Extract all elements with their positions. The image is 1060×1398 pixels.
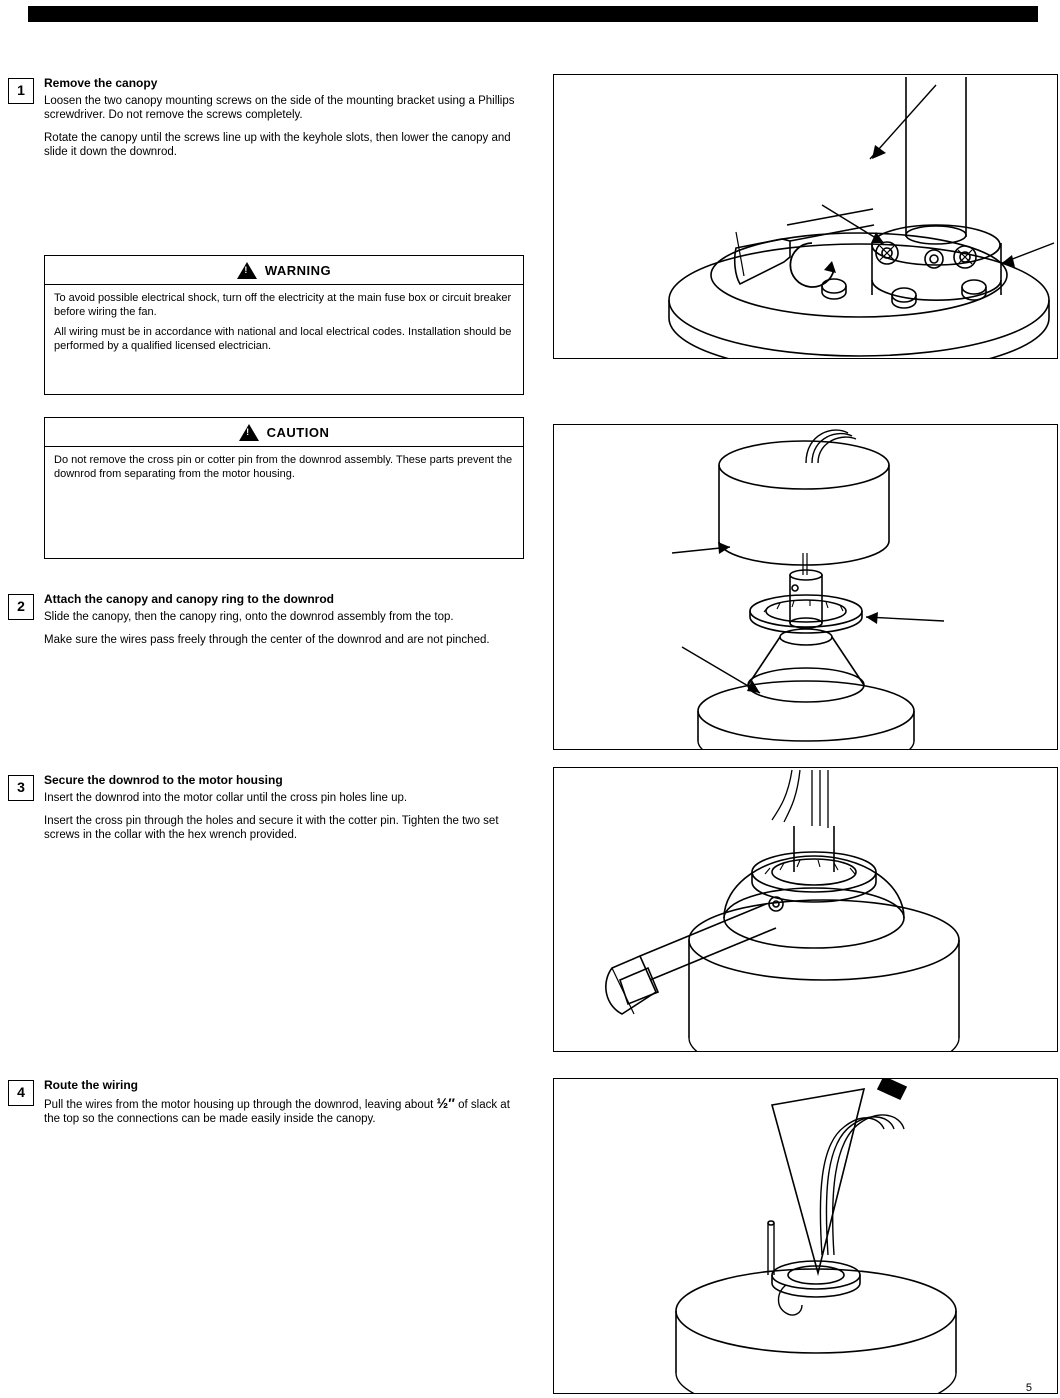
step-1-paragraph-1: Loosen the two canopy mounting screws on the side of the mounting bracket using a Phillips screwdriver. Do not remove the screws completely. — [44, 95, 515, 121]
caution-body — [45, 447, 523, 489]
caution-header — [45, 418, 523, 447]
step-3-body — [44, 791, 524, 842]
figure-wiring-drawing — [554, 1079, 1058, 1394]
step-2-title: Attach the canopy and canopy ring to the downrod — [44, 592, 335, 606]
step-number-2: 2 — [8, 594, 34, 620]
caution-label: CAUTION — [266, 424, 330, 440]
step-number-1: 1 — [8, 78, 34, 104]
figure-set-screw-drawing — [554, 768, 1058, 1052]
figure-set-screw — [553, 767, 1058, 1052]
step-number-4: 4 — [8, 1080, 34, 1106]
caution-triangle-icon — [239, 424, 259, 441]
step-4-text-part-2: of slack at the top so the connections can be made easily inside the canopy. — [44, 1099, 510, 1125]
step-1-body — [44, 94, 524, 159]
step-4-paragraph-1 — [44, 1096, 524, 1126]
figure-canopy-screws — [553, 74, 1058, 359]
caution-box — [44, 417, 524, 559]
page-top-rule — [28, 6, 1038, 22]
step-3-paragraph-1: Insert the downrod into the motor collar until the cross pin holes line up. — [44, 792, 408, 804]
step-3-text — [44, 773, 524, 851]
step-3-title: Secure the downrod to the motor housing — [44, 773, 283, 787]
step-2-paragraph-1: Slide the canopy, then the canopy ring, onto the downrod assembly from the top. — [44, 611, 454, 623]
warning-paragraph-2: All wiring must be in accordance with national and local electrical codes. Installation should be performed by a qualified licensed electrician. — [54, 326, 512, 352]
step-1-paragraph-2: Rotate the canopy until the screws line up with the keyhole slots, then lower the canopy and slide it down the downrod. — [44, 132, 511, 158]
warning-body — [45, 285, 523, 361]
warning-box — [44, 255, 524, 395]
step-2-text — [44, 592, 524, 656]
warning-label: WARNING — [264, 262, 332, 278]
page-number: 5 — [1025, 1382, 1032, 1394]
warning-paragraph-1: To avoid possible electrical shock, turn off the electricity at the main fuse box or circuit breaker before wiring the fan. — [54, 292, 512, 318]
step-4-title: Route the wiring — [44, 1078, 138, 1092]
figure-canopy-ring — [553, 424, 1058, 750]
figure-canopy-ring-drawing — [554, 425, 1058, 750]
step-3-paragraph-2: Insert the cross pin through the holes and secure it with the cotter pin. Tighten the two set screws in the collar with the hex wrench provided. — [44, 815, 499, 841]
step-4-fraction: ½″ — [436, 1095, 455, 1111]
step-4-text — [44, 1078, 524, 1135]
step-2-paragraph-2: Make sure the wires pass freely through the center of the downrod and are not pinched. — [44, 634, 490, 646]
figure-canopy-screws-drawing — [554, 75, 1058, 359]
figure-wiring — [553, 1078, 1058, 1394]
step-1-title: Remove the canopy — [44, 76, 158, 90]
step-1-text — [44, 76, 524, 168]
step-4-body — [44, 1096, 524, 1126]
step-number-3: 3 — [8, 775, 34, 801]
caution-paragraph-1: Do not remove the cross pin or cotter pin from the downrod assembly. These parts prevent the downrod from separating from the motor housing. — [54, 454, 513, 480]
step-4-text-part-1: Pull the wires from the motor housing up through the downrod, leaving about — [44, 1099, 434, 1111]
warning-triangle-icon — [237, 262, 257, 279]
warning-header — [45, 256, 523, 285]
step-2-body — [44, 610, 524, 647]
